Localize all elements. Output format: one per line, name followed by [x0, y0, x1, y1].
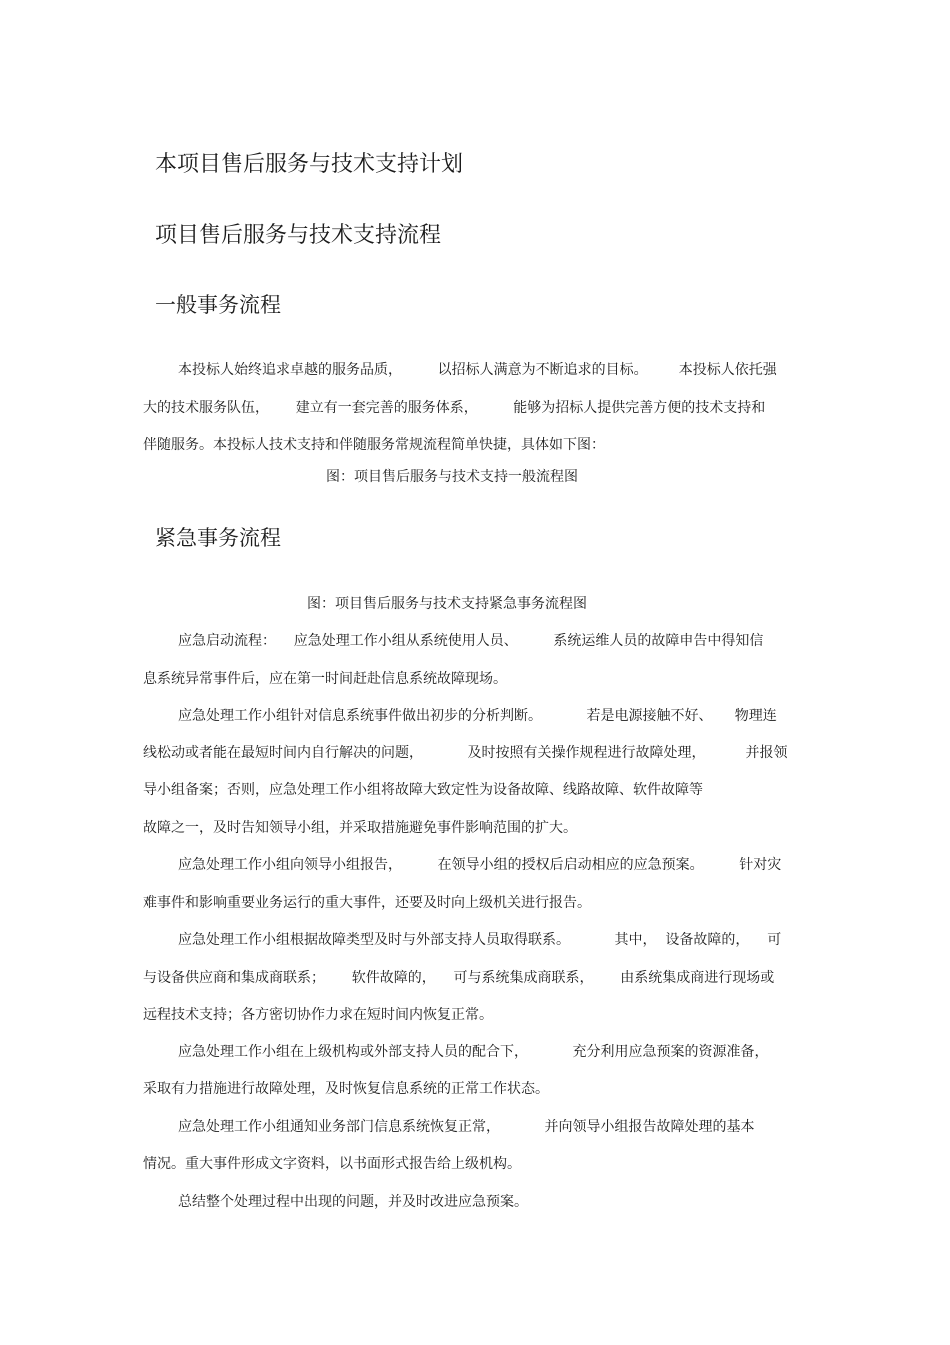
emergency-p1-line-2: 息系统异常事件后，应在第一时间赶赴信息系统故障现场。 — [143, 671, 507, 687]
emergency-p2-line-3: 导小组备案；否则，应急处理工作小组将故障大致定性为设备故障、线路故障、软件故障等 — [143, 782, 703, 798]
emergency-p6-line-2: 情况。重大事件形成文字资料，以书面形式报告给上级机构。 — [143, 1156, 521, 1172]
subsection-heading-general-process: 一般事务流程 — [155, 293, 281, 317]
general-figure-caption: 图：项目售后服务与技术支持一般流程图 — [326, 469, 578, 485]
emergency-p5-line-2: 采取有力措施进行故障处理，及时恢复信息系统的正常工作状态。 — [143, 1081, 549, 1097]
subsection-heading-emergency-process: 紧急事务流程 — [155, 526, 281, 550]
section-heading-service-process: 项目售后服务与技术支持流程 — [155, 223, 442, 248]
emergency-p2-line-2: 线松动或者能在最短时间内自行解决的问题， 及时按照有关操作规程进行故障处理， 并报领 — [143, 745, 788, 761]
emergency-p4-line-2: 与设备供应商和集成商联系； 软件故障的， 可与系统集成商联系， 由系统集成商进行现场或 — [143, 970, 775, 986]
emergency-figure-caption: 图：项目售后服务与技术支持紧急事务流程图 — [307, 596, 587, 612]
general-paragraph-line-1: 本投标人始终追求卓越的服务品质， 以招标人满意为不断追求的目标。 本投标人依托强 — [178, 362, 777, 378]
emergency-p2-line-1: 应急处理工作小组针对信息系统事件做出初步的分析判断。 若是电源接触不好、 物理连 — [178, 708, 777, 724]
general-paragraph-line-3: 伴随服务。本投标人技术支持和伴随服务常规流程简单快捷，具体如下图： — [143, 437, 605, 453]
emergency-p5-line-1: 应急处理工作小组在上级机构或外部支持人员的配合下， 充分利用应急预案的资源准备， — [178, 1044, 769, 1060]
emergency-p4-line-1: 应急处理工作小组根据故障类型及时与外部支持人员取得联系。 其中， 设备故障的， 可 — [178, 932, 782, 948]
emergency-p6-line-1: 应急处理工作小组通知业务部门信息系统恢复正常， 并向领导小组报告故障处理的基本 — [178, 1119, 755, 1135]
emergency-p4-line-3: 远程技术支持；各方密切协作力求在短时间内恢复正常。 — [143, 1007, 493, 1023]
emergency-p1-line-1: 应急启动流程： 应急处理工作小组从系统使用人员、 系统运维人员的故障申告中得知信 — [178, 633, 764, 649]
emergency-p7-line-1: 总结整个处理过程中出现的问题，并及时改进应急预案。 — [178, 1194, 528, 1210]
emergency-p2-line-4: 故障之一，及时告知领导小组，并采取措施避免事件影响范围的扩大。 — [143, 820, 577, 836]
emergency-p3-line-2: 难事件和影响重要业务运行的重大事件，还要及时向上级机关进行报告。 — [143, 895, 591, 911]
document-title: 本项目售后服务与技术支持计划 — [155, 152, 464, 177]
emergency-p3-line-1: 应急处理工作小组向领导小组报告， 在领导小组的授权后启动相应的应急预案。 针对灾 — [178, 857, 782, 873]
general-paragraph-line-2: 大的技术服务队伍， 建立有一套完善的服务体系， 能够为招标人提供完善方便的技术支持和 — [143, 400, 766, 416]
